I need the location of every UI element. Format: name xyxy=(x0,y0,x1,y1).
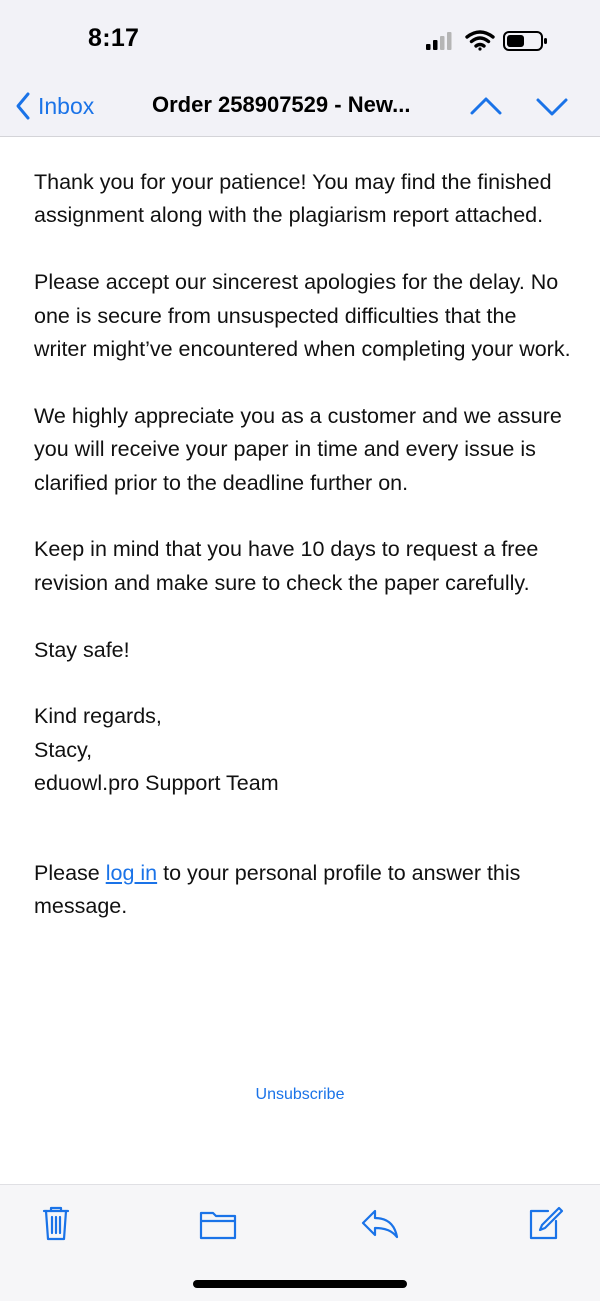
cellular-signal-icon xyxy=(426,32,452,50)
folder-icon[interactable] xyxy=(196,1203,240,1243)
footer-prefix: Please xyxy=(34,860,106,885)
back-label: Inbox xyxy=(38,92,95,119)
email-body xyxy=(34,166,574,957)
nav-bar xyxy=(0,76,600,137)
email-paragraph: Please accept our sincerest apologies for the delay. No one is secure from unsuspected difficulties that the writer might’ve encountered when completing your work. xyxy=(34,270,571,362)
email-paragraph: Thank you for your patience! You may find the finished assignment along with the plagiarism report attached. xyxy=(34,170,552,228)
compose-icon[interactable] xyxy=(522,1203,566,1243)
status-icons xyxy=(424,28,554,54)
next-message-button[interactable] xyxy=(534,90,570,122)
wifi-icon xyxy=(467,32,493,51)
chevron-left-icon xyxy=(14,91,32,121)
status-bar xyxy=(0,0,600,76)
trash-icon[interactable] xyxy=(34,1203,78,1243)
email-paragraph: Keep in mind that you have 10 days to request a free revision and make sure to check the paper carefully. xyxy=(34,537,539,595)
signature-closing: Kind regards, xyxy=(34,704,162,729)
email-signature xyxy=(34,700,574,800)
previous-message-button[interactable] xyxy=(468,90,504,122)
status-time: 8:17 xyxy=(88,24,140,52)
footer-suffix: to your personal profile to answer this message. xyxy=(34,860,521,919)
back-to-inbox-button[interactable] xyxy=(14,88,94,124)
email-paragraph: We highly appreciate you as a customer and we assure you will receive your paper in time and every issue is clarified prior to the deadline further on. xyxy=(34,403,562,495)
home-indicator[interactable] xyxy=(193,1280,407,1288)
reply-icon[interactable] xyxy=(358,1203,402,1243)
email-paragraph: Stay safe! xyxy=(34,637,130,662)
email-subject-title: Order 258907529 - New... xyxy=(152,92,411,117)
unsubscribe-link[interactable]: Unsubscribe xyxy=(255,1086,345,1103)
log-in-link[interactable]: log in xyxy=(105,860,158,885)
email-footer xyxy=(34,857,574,924)
signature-team: eduowl.pro Support Team xyxy=(34,771,279,796)
battery-icon xyxy=(504,32,547,50)
signature-name: Stacy, xyxy=(34,737,93,762)
